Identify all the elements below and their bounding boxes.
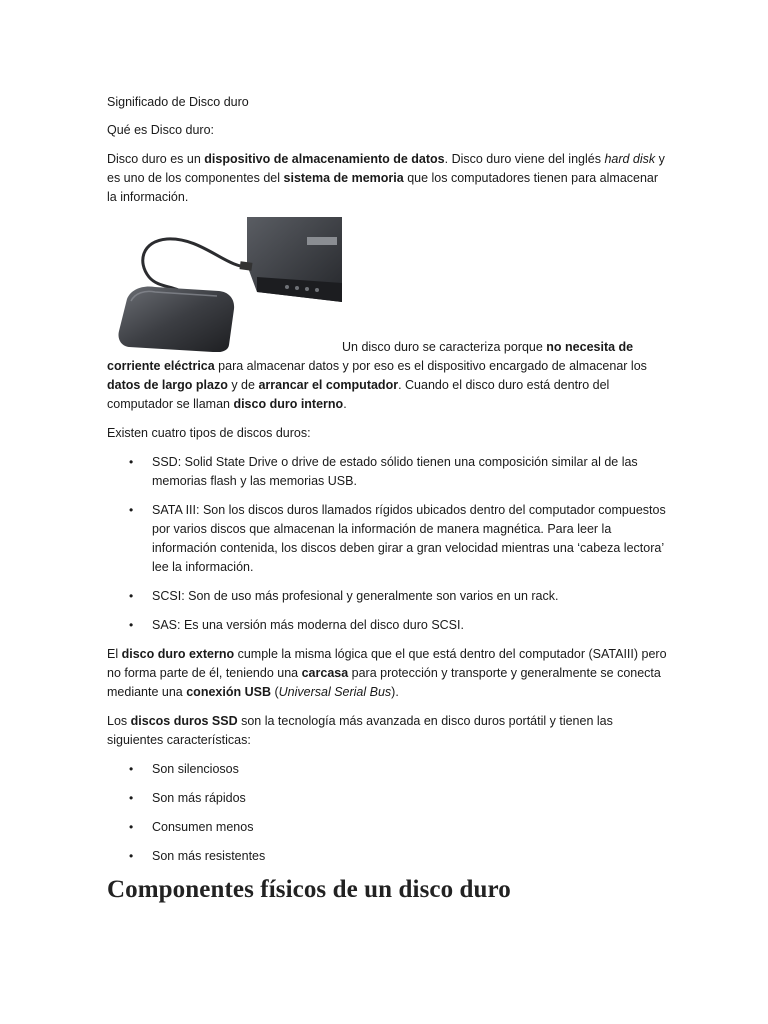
text-run: Un disco duro se caracteriza porque	[342, 340, 547, 354]
item-label: SAS	[152, 618, 178, 632]
bold-run: sistema de memoria	[283, 171, 404, 185]
list-item: • Son más resistentes	[152, 847, 667, 866]
text-run: . Cuando el disco duro está dentro del computador se llaman	[107, 378, 610, 411]
external-hard-drive-photo	[107, 217, 342, 352]
italic-run: Universal Serial Bus	[278, 685, 392, 699]
section-heading: Componentes físicos de un disco duro	[107, 876, 511, 903]
text-run: cumple la misma lógica que el que está dentro del computador (SATAIII) pero no forma parte de él, teniendo una	[107, 647, 667, 680]
item-label: SSD	[152, 455, 178, 469]
item-text: : Son los discos duros llamados rígidos ubicados dentro del computador compuestos por varios discos que almacenan la información de manera magnética. Para leer la información contenida, los discos deben girar a gran velocidad mientras una ‘cabeza lectora’ lee la información.	[152, 503, 666, 574]
bold-run: disco duro externo	[121, 647, 235, 661]
list-item	[152, 453, 667, 491]
list-item	[152, 501, 667, 577]
figure-with-text	[107, 217, 667, 424]
text-run: para protección y transporte y generalmente se conecta mediante una	[107, 666, 661, 699]
text-run: Los	[107, 714, 131, 728]
disk-types-list	[107, 453, 667, 635]
list-item	[152, 616, 667, 635]
italic-run: hard disk	[604, 152, 656, 166]
text-run: (	[270, 685, 279, 699]
text-run: El	[107, 647, 122, 661]
list-item: • Son más rápidos	[152, 789, 667, 808]
item-text: : Son de uso más profesional y generalmente son varios en un rack.	[181, 589, 559, 603]
bold-run: conexión USB	[186, 685, 271, 699]
text-run: y de	[227, 378, 259, 392]
text-run: son la tecnología más avanzada en disco duros portátil y tienen las siguientes características:	[107, 714, 613, 747]
item-text: : Solid State Drive o drive de estado sólido tienen una composición similar al de las memorias flash y las memorias USB.	[152, 455, 638, 488]
list-item: • Son silenciosos	[152, 760, 667, 779]
item-label: SATA III	[152, 503, 196, 517]
document-body	[107, 93, 667, 876]
bold-run: discos duros SSD	[130, 714, 238, 728]
document-subtitle: Qué es Disco duro:	[107, 123, 214, 137]
intro-paragraph	[107, 150, 667, 207]
text-run: .	[343, 397, 347, 411]
bold-run: arrancar el computador	[258, 378, 399, 392]
document-title: Significado de Disco duro	[107, 95, 249, 109]
list-item	[152, 587, 667, 606]
bold-run: datos de largo plazo	[107, 378, 228, 392]
types-intro: Existen cuatro tipos de discos duros:	[107, 426, 311, 440]
bold-run: carcasa	[301, 666, 349, 680]
item-label: SCSI	[152, 589, 182, 603]
text-run: y es uno de los componentes del	[107, 152, 665, 185]
text-run: que los computadores tienen para almacenar la información.	[107, 171, 659, 204]
item-text: : Es una versión más moderna del disco duro SCSI.	[177, 618, 464, 632]
bold-run: dispositivo de almacenamiento de datos	[204, 152, 445, 166]
text-run: . Disco duro viene del inglés	[444, 152, 605, 166]
ssd-features-list	[107, 760, 667, 866]
text-run: Disco duro es un	[107, 152, 205, 166]
ssd-paragraph	[107, 712, 667, 750]
text-run: ).	[391, 685, 399, 699]
list-item: • Consumen menos	[152, 818, 667, 837]
bold-run: no necesita de corriente eléctrica	[107, 340, 634, 373]
bold-run: disco duro interno	[233, 397, 344, 411]
external-drive-paragraph	[107, 645, 667, 702]
text-run: para almacenar datos y por eso es el dispositivo encargado de almacenar los	[214, 359, 647, 373]
